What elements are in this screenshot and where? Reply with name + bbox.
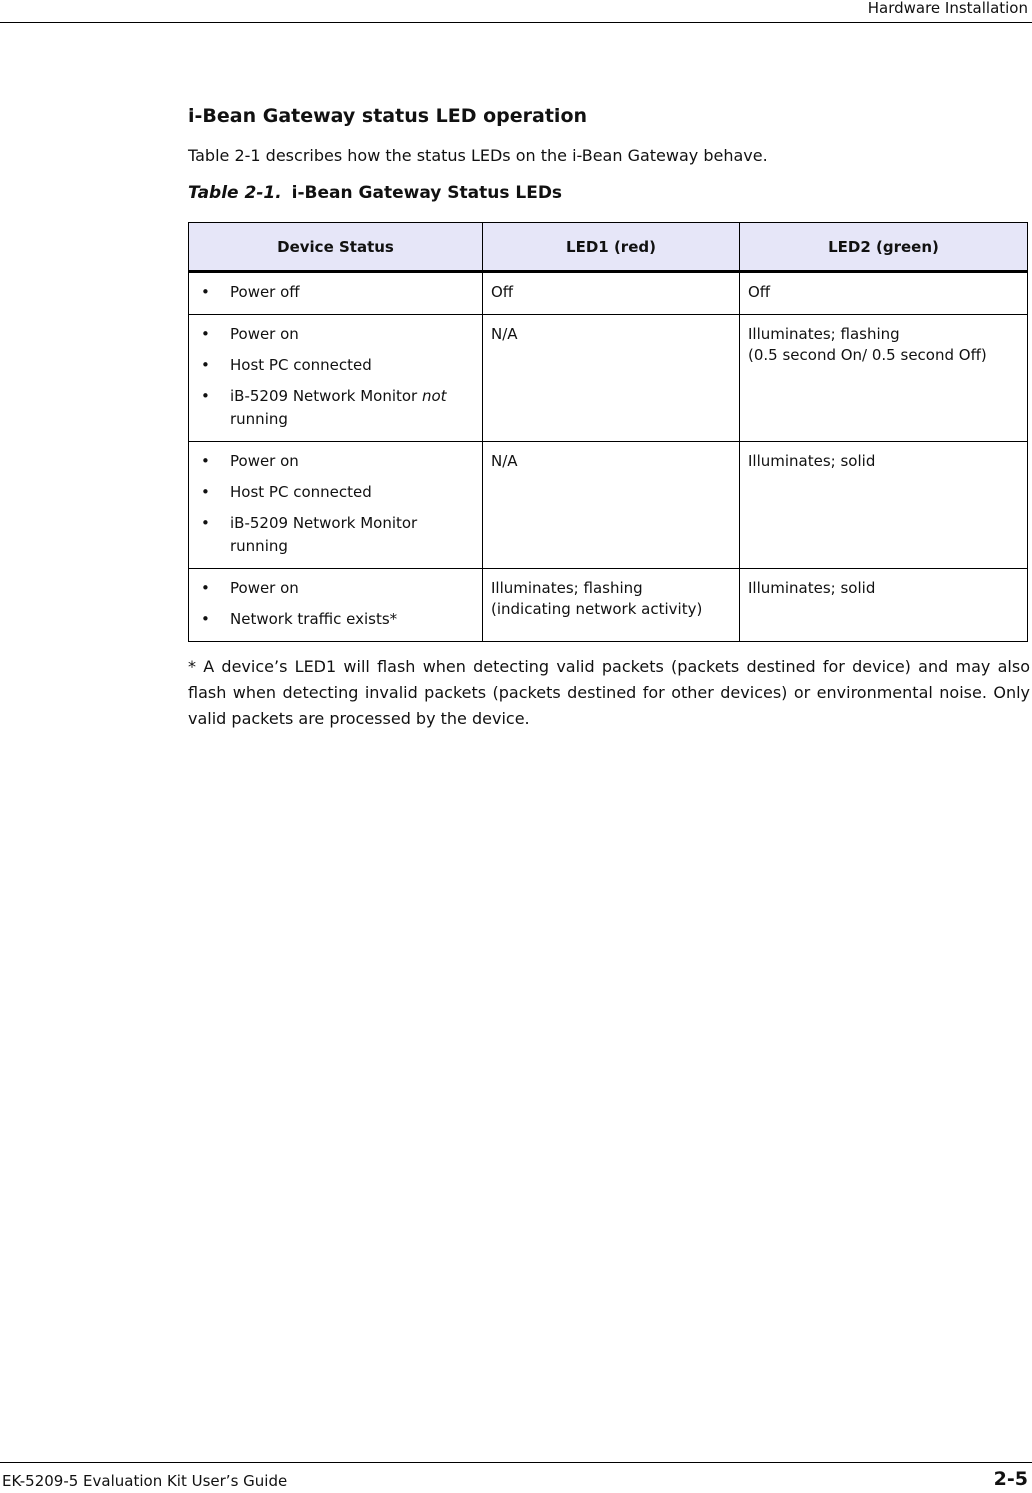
emphasis-not: not	[422, 387, 447, 405]
table-caption	[188, 183, 562, 203]
table-row	[189, 272, 1028, 315]
table-row	[189, 315, 1028, 442]
page-number: 2-5	[993, 1468, 1028, 1490]
led2-text: Illuminates; flashing	[748, 325, 900, 343]
status-item: • iB-5209 Network Monitor running	[197, 512, 476, 558]
led1-cell	[483, 569, 740, 642]
col-header-led1: LED1 (red)	[483, 223, 740, 272]
caption-title: i-Bean Gateway Status LEDs	[291, 183, 563, 203]
led1-detail: (indicating network activity)	[491, 600, 703, 618]
status-led-table	[188, 222, 1028, 642]
led1-cell: Off	[483, 272, 740, 315]
caption-label: Table 2-1.	[188, 183, 282, 203]
footer-guide-title: EK-5209-5 Evaluation Kit User’s Guide	[2, 1472, 288, 1490]
intro-text: Table 2-1 describes how the status LEDs on the i-Bean Gateway behave.	[188, 146, 768, 165]
led2-cell: Illuminates; solid	[740, 569, 1028, 642]
status-item: • Power on	[197, 577, 476, 600]
section-heading: i-Bean Gateway status LED operation	[188, 105, 588, 127]
led1-cell: N/A	[483, 315, 740, 442]
led1-cell: N/A	[483, 442, 740, 569]
table-row	[189, 442, 1028, 569]
status-item: • Host PC connected	[197, 354, 476, 377]
led1-text: Illuminates; flashing	[491, 579, 643, 597]
status-cell	[189, 569, 483, 642]
col-header-led2: LED2 (green)	[740, 223, 1028, 272]
status-cell	[189, 272, 483, 315]
led2-cell: Off	[740, 272, 1028, 315]
col-header-device-status: Device Status	[189, 223, 483, 272]
status-item: • Power off	[197, 281, 476, 304]
status-item: • Network traffic exists*	[197, 608, 476, 631]
led2-cell	[740, 315, 1028, 442]
led2-cell: Illuminates; solid	[740, 442, 1028, 569]
status-item: • Power on	[197, 323, 476, 346]
header-rule	[0, 22, 1032, 23]
status-cell	[189, 315, 483, 442]
footer-rule	[0, 1462, 1032, 1463]
status-text: iB-5209 Network Monitor	[230, 387, 422, 405]
footnote: * A device’s LED1 will flash when detecting valid packets (packets destined for device) and may also flash when detecting invalid packets (packets destined for other devices) or environmental noise. Only valid packets are processed by the device.	[188, 657, 1030, 728]
status-item: • Host PC connected	[197, 481, 476, 504]
status-text: running	[230, 410, 288, 428]
running-header: Hardware Installation	[867, 0, 1028, 17]
status-cell	[189, 442, 483, 569]
status-item: • Power on	[197, 450, 476, 473]
table-row	[189, 569, 1028, 642]
led2-detail: (0.5 second On/ 0.5 second Off)	[748, 346, 987, 364]
status-item	[197, 385, 476, 431]
